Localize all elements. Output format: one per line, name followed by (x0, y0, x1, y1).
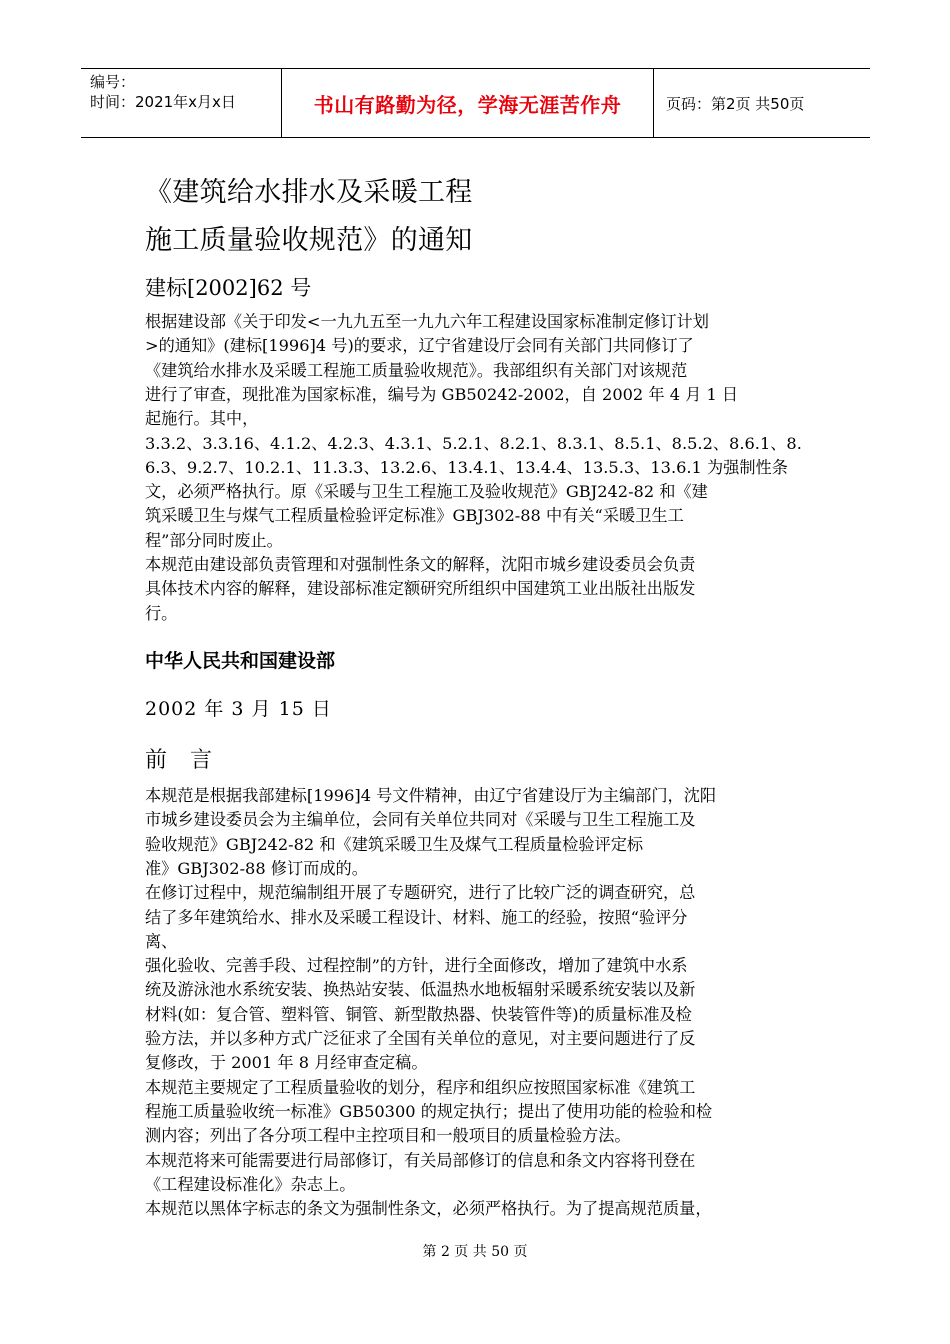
text-line: 6.3、9.2.7、10.2.1、11.3.3、13.2.6、13.4.1、13.4.4、13.5.3、13.6.1 为强制性条 (145, 457, 788, 477)
text-line: 文，必须严格执行。原《采暖与卫生工程施工及验收规范》GBJ242-82 和《建 (145, 482, 708, 502)
text-line: 程施工质量验收统一标准》GB50300 的规定执行；提出了使用功能的检验和检 (145, 1101, 713, 1121)
text-line: 离、 (145, 931, 178, 951)
number-label: 编号： (90, 73, 136, 91)
text-line: 进行了审查，现批准为国家标准，编号为 GB50242-2002，自 2002 年 4 月 1 日 (145, 384, 739, 404)
issuer: 中华人民共和国建设部 (145, 650, 336, 672)
text-line: 验收规范》GBJ242-82 和《建筑采暖卫生及煤气工程质量检验评定标 (145, 834, 644, 854)
issue-date: 2002 年 3 月 15 日 (145, 698, 332, 720)
time-label: 时间：2021年x月x日 (90, 93, 236, 111)
text-line: 材料(如：复合管、塑料管、铜管、新型散热器、快装管件等)的质量标准及检 (145, 1004, 692, 1024)
text-line: 行。 (145, 603, 178, 623)
header-table (81, 68, 870, 138)
text-line: 准》GBJ302-88 修订而成的。 (145, 858, 368, 878)
text-line: 统及游泳池水系统安装、换热站安装、低温热水地板辐射采暖系统安装以及新 (145, 980, 696, 1000)
page-footer: 第 2 页 共 50 页 (422, 1244, 528, 1260)
text-line: 具体技术内容的解释，建设部标准定额研究所组织中国建筑工业出版社出版发 (145, 579, 696, 599)
text-line: 本规范由建设部负责管理和对强制性条文的解释，沈阳市城乡建设委员会负责 (145, 555, 696, 574)
text-line: >的通知》(建标[1996]4 号)的要求，辽宁省建设厅会同有关部门共同修订了 (145, 336, 694, 356)
text-line: 强化验收、完善手段、过程控制”的方针，进行全面修改，增加了建筑中水系 (145, 956, 688, 976)
text-line: 筑采暖卫生与煤气工程质量检验评定标准》GBJ302-88 中有关“采暖卫生工 (145, 506, 684, 526)
text-line: 根据建设部《关于印发<一九九五至一九九六年工程建设国家标准制定修订计划 (145, 312, 709, 331)
text-line: 3.3.2、3.3.16、4.1.2、4.2.3、4.3.1、5.2.1、8.2.1、8.3.1、8.5.1、8.5.2、8.6.1、8. (145, 433, 802, 453)
text-line: 本规范将来可能需要进行局部修订，有关局部修订的信息和条文内容将刊登在 (145, 1150, 696, 1170)
motto-text: 书山有路勤为径，学海无涯苦作舟 (313, 92, 622, 117)
page-info: 页码：第2页 共50页 (666, 94, 805, 113)
text-line: 复修改，于 2001 年 8 月经审查定稿。 (145, 1053, 428, 1073)
text-line: 《工程建设标准化》杂志上。 (145, 1174, 356, 1194)
header-page-cell (654, 69, 870, 137)
text-line: 本规范是根据我部建标[1996]4 号文件精神，由辽宁省建设厅为主编部门，沈阳 (145, 786, 717, 805)
text-line: 起施行。其中， (145, 409, 259, 429)
doc-title-line-1: 《建筑给水排水及采暖工程 (145, 177, 473, 208)
preface-heading: 前 言 (145, 748, 220, 773)
text-line: 验方法，并以多种方式广泛征求了全国有关单位的意见，对主要问题进行了反 (145, 1029, 696, 1048)
text-line: 程”部分同时废止。 (145, 530, 283, 550)
text-line: 本规范主要规定了工程质量验收的划分，程序和组织应按照国家标准《建筑工 (145, 1077, 696, 1097)
header-info-cell (81, 69, 281, 137)
text-line: 《建筑给水排水及采暖工程施工质量验收规范》。我部组织有关部门对该规范 (145, 360, 688, 380)
doc-title-line-2: 施工质量验收规范》的通知 (145, 225, 473, 256)
text-line: 测内容；列出了各分项工程中主控项目和一般项目的质量检验方法。 (145, 1126, 631, 1146)
doc-number: 建标[2002]62 号 (145, 276, 312, 300)
text-line: 在修订过程中，规范编制组开展了专题研究，进行了比较广泛的调查研究，总 (145, 883, 696, 903)
text-line: 市城乡建设委员会为主编单位，会同有关单位共同对《采暖与卫生工程施工及 (145, 810, 696, 830)
text-line: 本规范以黑体字标志的条文为强制性条文，必须严格执行。为了提高规范质量， (145, 1199, 712, 1219)
text-line: 结了多年建筑给水、排水及采暖工程设计、材料、施工的经验，按照“验评分 (145, 907, 688, 927)
header-motto-cell (281, 69, 654, 137)
